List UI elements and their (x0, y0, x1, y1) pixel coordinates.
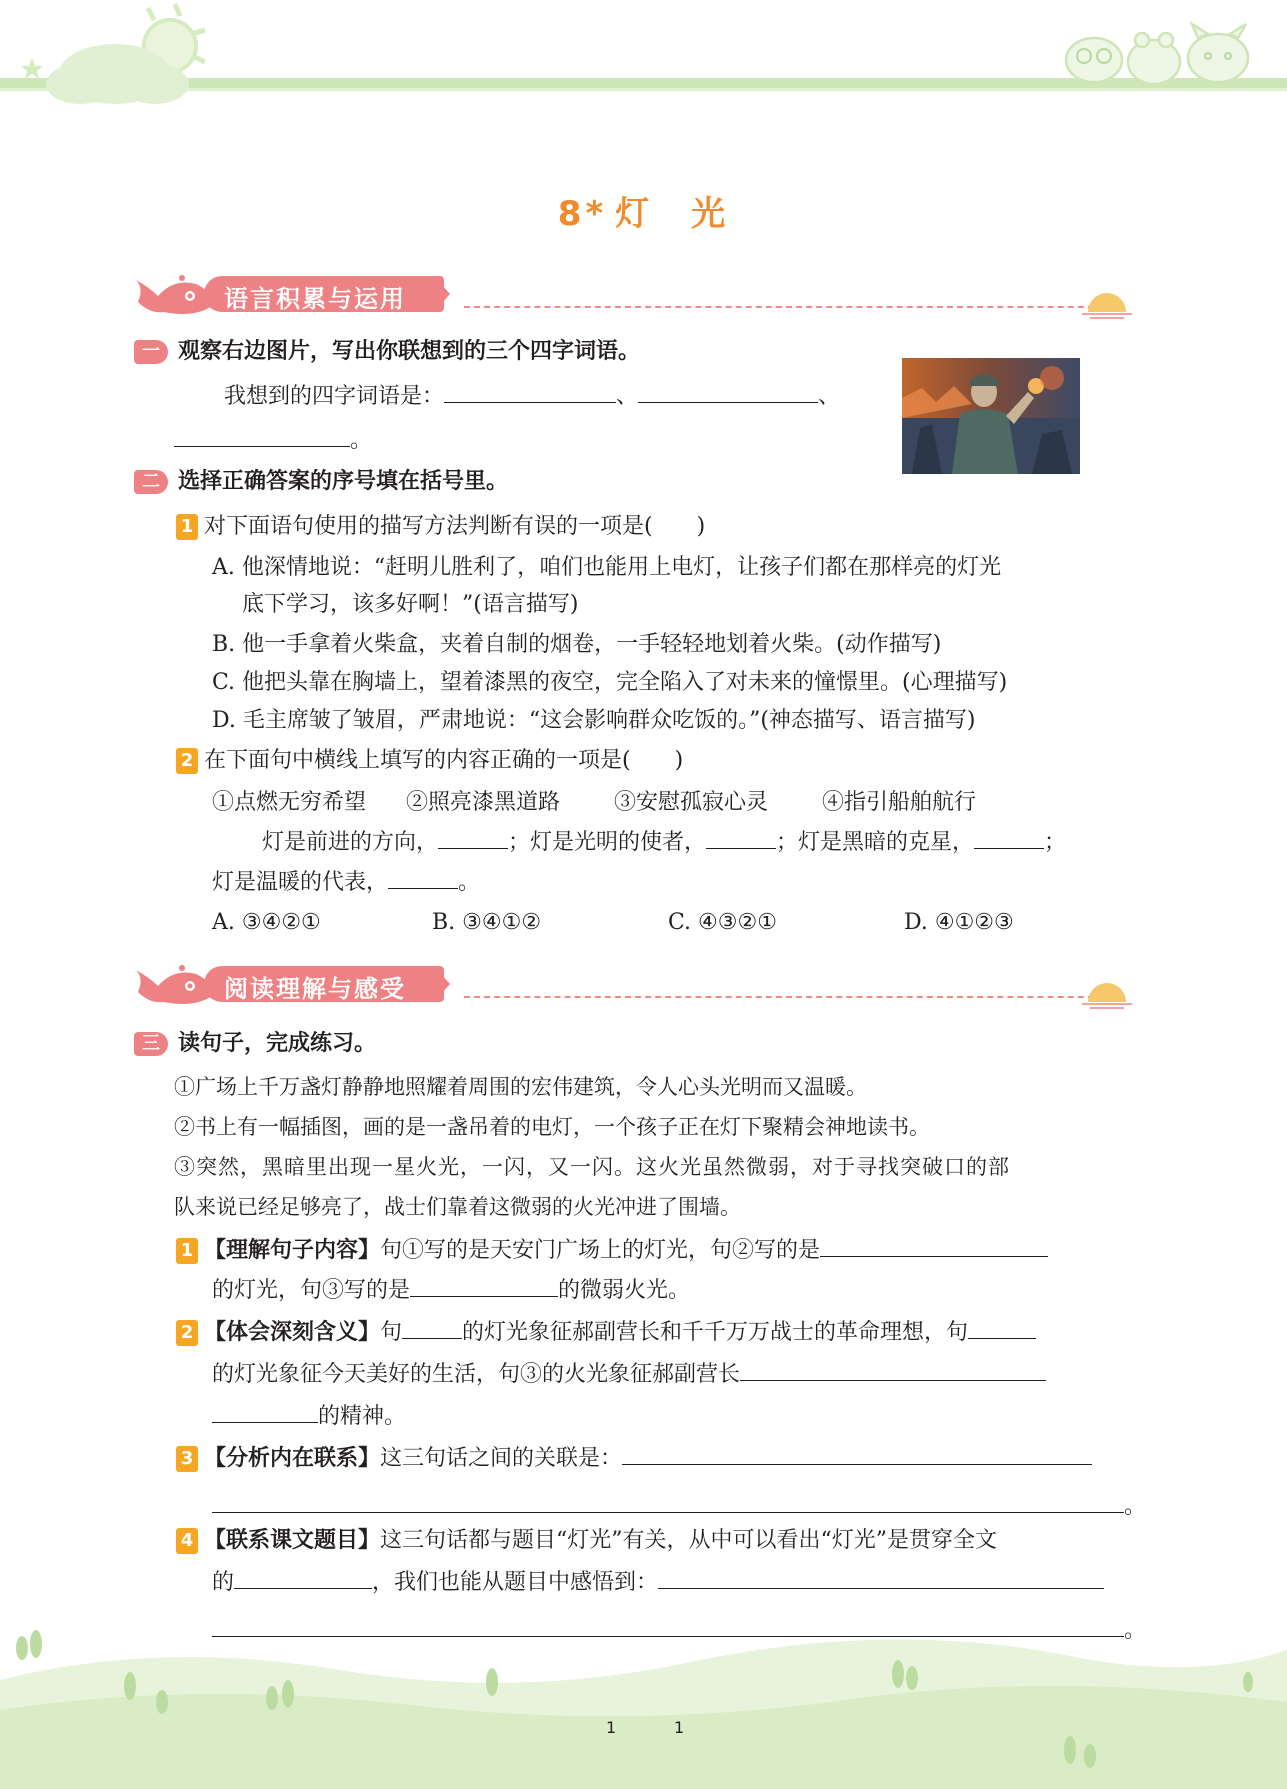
section-banner-ribbon (204, 276, 444, 312)
sub-text: 句①写的是天安门广场上的灯光，句②写的是 (380, 1238, 821, 1263)
answer-blank[interactable] (968, 1316, 1036, 1339)
whale-icon (134, 964, 214, 1008)
option-a-line-2: 底下学习，该多好啊！”(语言描写) (242, 592, 579, 617)
q3-sub-4-line-1 (176, 1524, 997, 1558)
answer-line[interactable] (212, 1512, 1124, 1513)
sub-text: 的 (212, 1570, 235, 1595)
section-title: 阅读理解与感受 (224, 975, 406, 1003)
period: 。 (350, 428, 373, 453)
answer-blank[interactable] (212, 1400, 318, 1423)
question-text: 选择正确答案的序号填在括号里。 (178, 469, 509, 494)
passage-sentence-3a: ③突然，黑暗里出现一星火光，一闪，又一闪。这火光虽然微弱，对于寻找突破口的部 (174, 1155, 1010, 1179)
sub-tag: 【理解句子内容】 (204, 1238, 381, 1263)
fill-sentence-line-1 (262, 826, 1066, 860)
q3-sub-2-line-3 (212, 1400, 406, 1434)
sub-text: 的灯光象征今天美好的生活，句③的火光象征郝副营长 (212, 1362, 741, 1387)
answer-blank[interactable] (438, 826, 508, 849)
phrase-option: ④指引船舶航行 (822, 790, 977, 815)
page-number-right: 1 (674, 1718, 685, 1737)
phrase-option: ③安慰孤寂心灵 (614, 790, 769, 815)
q3-sub-2-line-1 (176, 1316, 1036, 1350)
q3-sub-2-line-2 (212, 1358, 1046, 1392)
lesson-number: 8* (557, 194, 608, 234)
period: 。 (1124, 1618, 1147, 1643)
sub-tag: 【联系课文题目】 (204, 1528, 381, 1553)
sentence-text: ； (1044, 830, 1067, 855)
sub-tag: 【体会深刻含义】 (204, 1320, 381, 1345)
sub-text: ，我们也能从题目中感悟到： (372, 1570, 659, 1595)
option-b: B. 他一手拿着火柴盒，夹着自制的烟卷，一手轻轻地划着火柴。(动作描写) (212, 632, 942, 657)
answer-blank[interactable] (622, 1442, 1092, 1465)
prompt-text: 我想到的四字词语是： (224, 384, 445, 409)
sub-text: 这三句话之间的关联是： (380, 1446, 623, 1471)
hills-decoration (0, 1610, 1287, 1789)
answer-blank[interactable] (740, 1358, 1046, 1381)
sub-tag: 【分析内在联系】 (204, 1446, 381, 1471)
choice-b[interactable]: B. ③④①② (432, 910, 542, 935)
separator: 、 (616, 384, 639, 409)
ribbon-tail (434, 966, 450, 1002)
illustration-image (902, 358, 1080, 474)
separator: 、 (818, 384, 841, 409)
item-stem: 对下面语句使用的描写方法判断有误的一项是( ) (204, 514, 706, 539)
lesson-title-text: 灯 光 (615, 194, 730, 234)
item-number-badge: 1 (176, 1238, 198, 1264)
cartoon-animals-decoration (1058, 20, 1258, 86)
sub-text: 的精神。 (318, 1404, 407, 1429)
sentence-text: 灯是温暖的代表， (212, 870, 389, 895)
question-1-line-2 (174, 424, 372, 458)
sunset-icon (1082, 290, 1132, 320)
question-badge: 三 (134, 1032, 168, 1056)
sub-text: 这三句话都与题目“灯光”有关，从中可以看出“灯光”是贯穿全文 (380, 1528, 998, 1553)
sentence-text: 。 (458, 870, 481, 895)
phrase-option: ①点燃无穷希望 (212, 790, 367, 815)
answer-blank[interactable] (410, 1274, 558, 1297)
sentence-text: ；灯是黑暗的克星， (776, 830, 975, 855)
choice-c[interactable]: C. ④③②① (668, 910, 777, 935)
choice-a[interactable]: A. ③④②① (212, 910, 321, 935)
dashed-divider (464, 306, 1114, 308)
period: 。 (1124, 1494, 1147, 1519)
dashed-divider (464, 996, 1114, 998)
sunset-icon (1082, 980, 1132, 1010)
sentence-text: ；灯是光明的使者， (508, 830, 707, 855)
sub-text: 的灯光，句③写的是 (212, 1278, 411, 1303)
answer-blank[interactable] (234, 1566, 372, 1589)
item-stem: 在下面句中横线上填写的内容正确的一项是( ) (204, 748, 684, 773)
answer-blank[interactable] (444, 380, 616, 403)
answer-blank[interactable] (974, 826, 1044, 849)
item-number-badge: 1 (176, 514, 198, 540)
passage-sentence-1: ①广场上千万盏灯静静地照耀着周围的宏伟建筑，令人心头光明而又温暖。 (174, 1075, 867, 1099)
sub-text: 的微弱火光。 (558, 1278, 691, 1303)
passage-sentence-2: ②书上有一幅插图，画的是一盏吊着的电灯，一个孩子正在灯下聚精会神地读书。 (174, 1115, 930, 1139)
page-number-left: 1 (606, 1718, 617, 1737)
section-banner-1 (134, 272, 1134, 316)
question-3-heading (134, 1026, 376, 1057)
answer-blank[interactable] (402, 1316, 462, 1339)
sub-text: 句 (380, 1320, 403, 1345)
question-text: 读句子，完成练习。 (178, 1031, 377, 1056)
answer-blank[interactable] (638, 380, 818, 403)
q3-sub-3-line-1 (176, 1442, 1092, 1476)
question-1-heading (134, 334, 640, 365)
q3-sub-1-line-2 (212, 1274, 690, 1308)
question-badge: 二 (134, 470, 168, 494)
question-1-line-1 (224, 380, 840, 414)
section-title: 语言积累与运用 (224, 285, 406, 313)
option-c: C. 他把头靠在胸墙上，望着漆黑的夜空，完全陷入了对未来的憧憬里。(心理描写) (212, 670, 1008, 695)
answer-blank[interactable] (706, 826, 776, 849)
lesson-title (0, 186, 1287, 235)
sentence-text: 灯是前进的方向， (262, 830, 439, 855)
answer-blank[interactable] (658, 1566, 1104, 1589)
answer-blank[interactable] (820, 1234, 1048, 1257)
item-number-badge: 2 (176, 1320, 198, 1346)
passage-sentence-3b: 队来说已经足够亮了，战士们靠着这微弱的火光冲进了围墙。 (174, 1195, 741, 1219)
answer-blank[interactable] (174, 424, 350, 447)
q2-item-2-stem (176, 744, 683, 778)
sub-text: 的灯光象征郝副营长和千千万万战士的革命理想，句 (462, 1320, 969, 1345)
sun-cloud-decoration (20, 0, 210, 110)
whale-icon (134, 274, 214, 318)
section-banner-2 (134, 962, 1134, 1006)
q3-sub-4-line-2 (212, 1566, 1104, 1600)
item-number-badge: 3 (176, 1446, 198, 1472)
option-d: D. 毛主席皱了皱眉，严肃地说：“这会影响群众吃饭的。”(神态描写、语言描写) (212, 708, 976, 733)
choice-d[interactable]: D. ④①②③ (904, 910, 1014, 935)
phrase-option: ②照亮漆黑道路 (406, 790, 561, 815)
item-number-badge: 4 (176, 1528, 198, 1554)
question-text: 观察右边图片，写出你联想到的三个四字词语。 (178, 339, 641, 364)
q2-item-1-stem (176, 510, 705, 544)
question-badge: 一 (134, 340, 168, 364)
answer-blank[interactable] (388, 866, 458, 889)
fill-sentence-line-2 (212, 866, 480, 900)
ribbon-tail (434, 276, 450, 312)
question-2-heading (134, 464, 508, 495)
option-a-line-1: A. 他深情地说：“赶明儿胜利了，咱们也能用上电灯，让孩子们都在那样亮的灯光 (212, 555, 1002, 580)
q3-sub-1-line-1 (176, 1234, 1048, 1268)
item-number-badge: 2 (176, 748, 198, 774)
phrase-list (212, 786, 976, 820)
soldier-lamp-illustration (902, 358, 1080, 474)
section-banner-ribbon (204, 966, 444, 1002)
